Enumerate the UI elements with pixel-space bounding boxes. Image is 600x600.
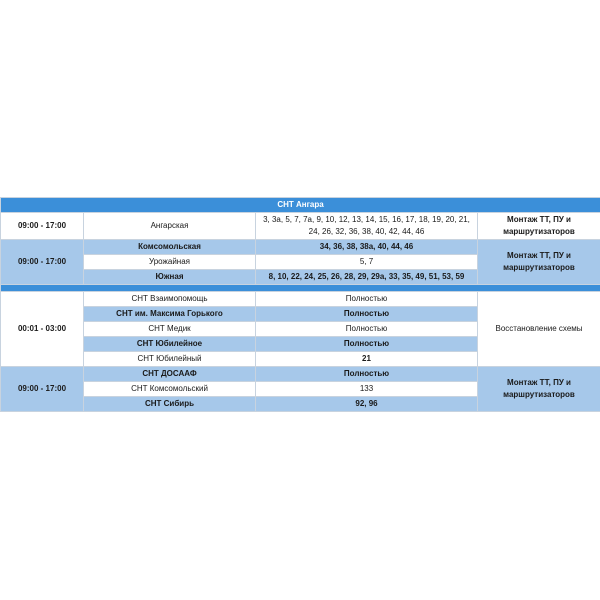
table-row [1, 213, 600, 240]
street-cell: СНТ Взаимопомощь [84, 292, 256, 307]
outage-schedule-table [0, 197, 600, 412]
street-cell: Южная [84, 270, 256, 285]
houses-cell: 3, 3а, 5, 7, 7а, 9, 10, 12, 13, 14, 15, 16, 17, 18, 19, 20, 21, 24, 26, 32, 36, 38, 40, 42, 44, 46 [256, 213, 478, 240]
houses-cell: Полностью [256, 292, 478, 307]
street-cell: СНТ Комсомольский [84, 382, 256, 397]
houses-cell: 92, 96 [256, 397, 478, 412]
houses-cell: 8, 10, 22, 24, 25, 26, 28, 29, 29а, 33, 35, 49, 51, 53, 59 [256, 270, 478, 285]
houses-cell: 5, 7 [256, 255, 478, 270]
table-row [1, 367, 600, 382]
time-cell: 09:00 - 17:00 [1, 367, 84, 412]
table-caption-row [1, 198, 600, 213]
street-cell: СНТ Медик [84, 322, 256, 337]
time-cell: 09:00 - 17:00 [1, 240, 84, 285]
street-cell: СНТ им. Максима Горького [84, 307, 256, 322]
work-cell: Монтаж ТТ, ПУ и маршрутизаторов [478, 240, 600, 285]
street-cell: СНТ Сибирь [84, 397, 256, 412]
houses-cell: Полностью [256, 322, 478, 337]
table-row [1, 240, 600, 255]
houses-cell: Полностью [256, 307, 478, 322]
street-cell: СНТ Юбилейное [84, 337, 256, 352]
houses-cell: 133 [256, 382, 478, 397]
work-cell: Монтаж ТТ, ПУ и маршрутизаторов [478, 367, 600, 412]
work-cell: Восстановление схемы [478, 292, 600, 367]
street-cell: Ангарская [84, 213, 256, 240]
street-cell: СНТ ДОСААФ [84, 367, 256, 382]
street-cell: СНТ Юбилейный [84, 352, 256, 367]
street-cell: Урожайная [84, 255, 256, 270]
time-cell: 00:01 - 03:00 [1, 292, 84, 367]
block-separator-cell [1, 285, 600, 292]
work-cell: Монтаж ТТ, ПУ и маршрутизаторов [478, 213, 600, 240]
table-row [1, 292, 600, 307]
houses-cell: Полностью [256, 337, 478, 352]
houses-cell: 21 [256, 352, 478, 367]
houses-cell: 34, 36, 38, 38а, 40, 44, 46 [256, 240, 478, 255]
block-separator [1, 285, 600, 292]
table-caption: СНТ Ангара [1, 198, 600, 213]
houses-cell: Полностью [256, 367, 478, 382]
street-cell: Комсомольская [84, 240, 256, 255]
time-cell: 09:00 - 17:00 [1, 213, 84, 240]
